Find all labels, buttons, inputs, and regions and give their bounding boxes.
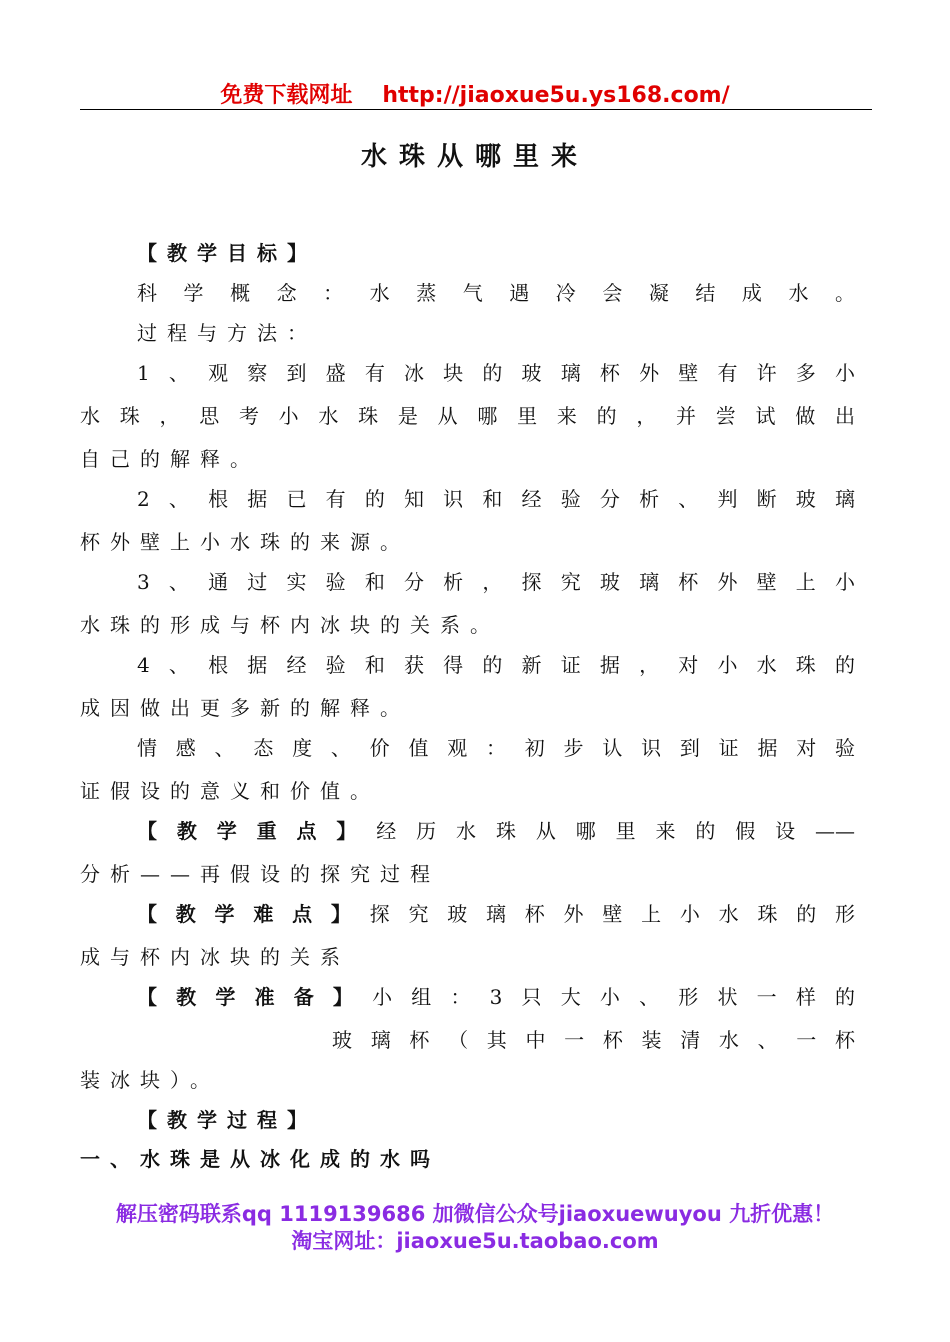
body-line bbox=[80, 527, 855, 557]
body-line bbox=[137, 816, 855, 846]
line-text: 经历水珠从哪里来的假设—— bbox=[376, 819, 855, 843]
section-label: 【教学准备】 bbox=[137, 985, 373, 1009]
line-text: 4、根据经验和获得的新证据，对小水珠的 bbox=[137, 653, 855, 677]
download-label: 免费下载网址 bbox=[220, 83, 353, 108]
line-text: 情感、态度、价值观：初步认识到证据对验 bbox=[137, 736, 855, 760]
section-label: 【教学重点】 bbox=[137, 819, 377, 843]
body-line bbox=[80, 859, 855, 889]
line-text: 一、水珠是从冰化成的水吗 bbox=[80, 1147, 440, 1171]
line-text: 【教学过程】 bbox=[137, 1108, 317, 1132]
body-line bbox=[137, 484, 855, 514]
header-divider bbox=[80, 109, 872, 110]
body-line bbox=[137, 982, 855, 1012]
footer-contact: 解压密码联系qq 1119139686 加微信公众号jiaoxuewuyou 九折优惠！ bbox=[115, 1202, 835, 1226]
body-line bbox=[80, 942, 855, 972]
body-line bbox=[80, 776, 855, 806]
download-header bbox=[0, 78, 950, 109]
line-text: 2、根据已有的知识和经验分析、判断玻璃 bbox=[137, 487, 855, 511]
line-text: 水珠的形成与杯内冰块的关系。 bbox=[80, 613, 500, 637]
line-text: 3、通过实验和分析，探究玻璃杯外壁上小 bbox=[137, 570, 855, 594]
line-text: 成因做出更多新的解释。 bbox=[80, 696, 410, 720]
body-line bbox=[137, 358, 855, 388]
line-text: 分析——再假设的探究过程 bbox=[80, 862, 440, 886]
line-text: 过程与方法： bbox=[137, 321, 317, 345]
document-title: 水珠从哪里来 bbox=[360, 142, 589, 172]
line-text: 自己的解释。 bbox=[80, 447, 260, 471]
line-text: 【教学目标】 bbox=[137, 241, 317, 265]
body-line bbox=[80, 444, 855, 474]
body-line bbox=[80, 693, 855, 723]
footer-shop-url[interactable]: 淘宝网址：jiaoxue5u.taobao.com bbox=[291, 1229, 659, 1253]
line-text: 证假设的意义和价值。 bbox=[80, 779, 380, 803]
line-text: 玻璃杯（其中一杯装清水、一杯 bbox=[332, 1028, 855, 1052]
body-line bbox=[137, 1105, 855, 1135]
body-line bbox=[137, 733, 855, 763]
download-url-link[interactable]: http://jiaoxue5u.ys168.com/ bbox=[382, 83, 730, 108]
body-line bbox=[80, 610, 855, 640]
body-line bbox=[80, 1144, 855, 1174]
line-text: 装冰块）。 bbox=[80, 1068, 220, 1092]
body-line bbox=[137, 899, 855, 929]
section-label: 【教学难点】 bbox=[137, 902, 370, 926]
body-line bbox=[137, 278, 855, 308]
body-line bbox=[80, 401, 855, 431]
body-line bbox=[80, 1065, 855, 1095]
line-text: 科学概念：水蒸气遇冷会凝结成水。 bbox=[137, 281, 855, 305]
line-text: 探究玻璃杯外壁上小水珠的形 bbox=[369, 902, 855, 926]
line-text: 小组：3只大小、形状一样的 bbox=[372, 985, 855, 1009]
line-text: 成与杯内冰块的关系 bbox=[80, 945, 350, 969]
body-line bbox=[137, 238, 855, 268]
body-line bbox=[137, 318, 855, 348]
line-text: 杯外壁上小水珠的来源。 bbox=[80, 530, 410, 554]
body-line bbox=[137, 567, 855, 597]
line-text: 1、观察到盛有冰块的玻璃杯外壁有许多小 bbox=[137, 361, 855, 385]
body-line bbox=[332, 1025, 855, 1055]
line-text: 水珠，思考小水珠是从哪里来的，并尝试做出 bbox=[80, 404, 855, 428]
body-line bbox=[137, 650, 855, 680]
